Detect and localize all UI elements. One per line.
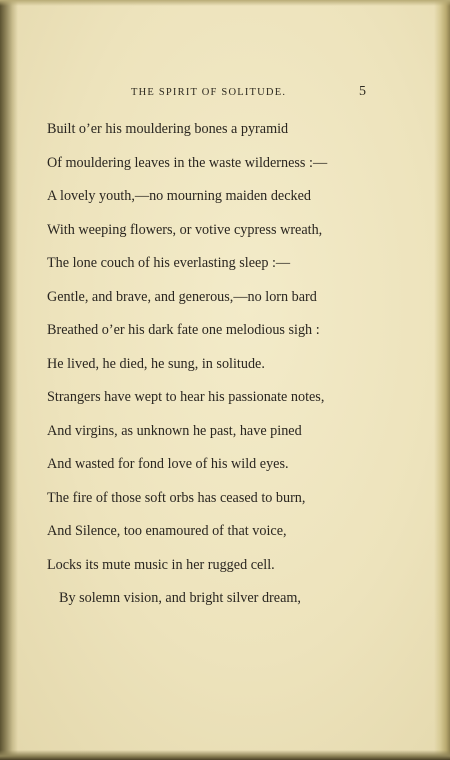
poem-line: And virgins, as unknown he past, have pined: [47, 422, 302, 439]
page-number: 5: [359, 84, 366, 99]
poem-line: Breathed o’er his dark fate one melodious sigh :: [47, 322, 320, 338]
poem-line: And Silence, too enamoured of that voice,: [47, 523, 287, 539]
binding-gutter: [0, 0, 18, 760]
poem-line: With weeping flowers, or votive cypress wreath,: [47, 221, 323, 238]
page-edge-right: [434, 0, 450, 760]
poem-text: [47, 118, 407, 621]
poem-line: And wasted for fond love of his wild eyes.: [47, 456, 289, 472]
running-head: THE SPIRIT OF SOLITUDE.: [131, 87, 287, 98]
poem-line: The lone couch of his everlasting sleep :—: [47, 255, 291, 271]
poem-line: By solemn vision, and bright silver dream,: [59, 590, 301, 606]
poem-line: Built o’er his mouldering bones a pyramid: [47, 121, 289, 137]
poem-line: Locks its mute music in her rugged cell.: [47, 556, 275, 573]
page-edge-top: [0, 0, 450, 6]
page-edge-bottom: [0, 750, 450, 760]
poem-line: Of mouldering leaves in the waste wilderness :—: [47, 154, 328, 171]
poem-line: The fire of those soft orbs has ceased to burn,: [47, 489, 306, 506]
poem-line: Strangers have wept to hear his passionate notes,: [47, 389, 325, 405]
poem-line: A lovely youth,—no mourning maiden decked: [47, 188, 311, 204]
poem-line: Gentle, and brave, and generous,—no lorn bard: [47, 288, 317, 305]
page-header: [0, 84, 450, 103]
poem-line: He lived, he died, he sung, in solitude.: [47, 355, 265, 372]
